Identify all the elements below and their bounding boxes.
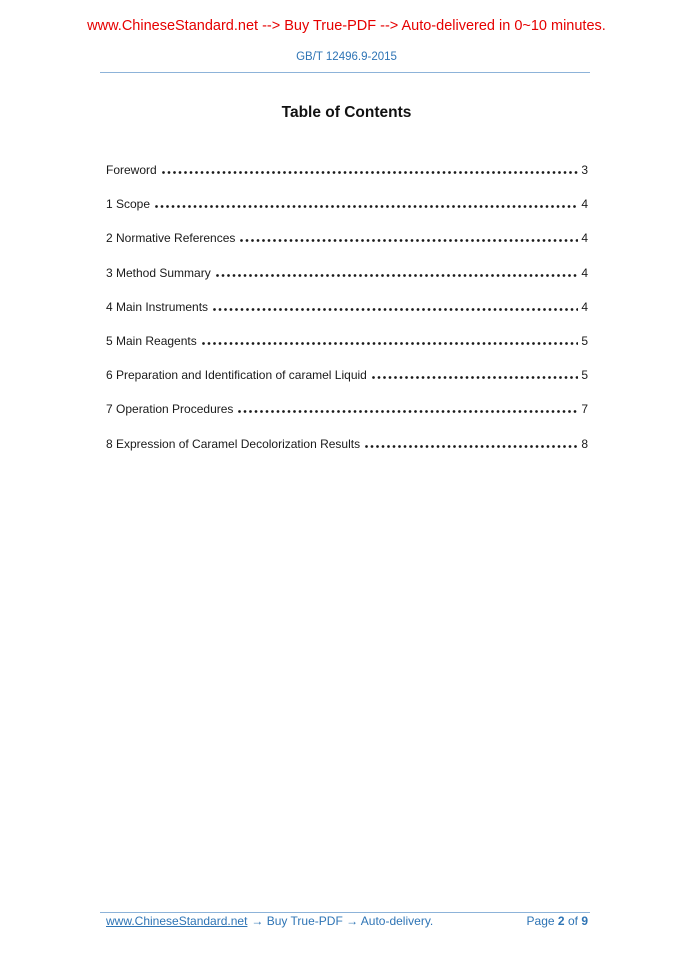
dot-leader xyxy=(372,375,578,379)
toc-entry xyxy=(106,427,588,461)
dot-leader xyxy=(216,273,579,277)
footer-tagline xyxy=(106,913,433,929)
toc-entry-label: 7 Operation Procedures xyxy=(106,402,234,417)
of-word: of xyxy=(567,914,578,928)
toc-entry-label: 1 Scope xyxy=(106,197,151,212)
toc-entry xyxy=(106,153,588,187)
toc-entry-label: 4 Main Instruments xyxy=(106,299,209,314)
toc-entry xyxy=(106,324,588,358)
toc-entry xyxy=(106,221,588,255)
toc-entry-page-number: 3 xyxy=(581,163,588,177)
toc-entry xyxy=(106,256,588,290)
page-indicator xyxy=(527,913,588,929)
toc-entry-label: 2 Normative References xyxy=(106,231,236,246)
current-page-number: 2 xyxy=(557,914,565,928)
footer-tagline-text: → Buy True-PDF → Auto-delivery. xyxy=(251,914,434,928)
dot-leader xyxy=(238,409,578,413)
toc-entry-page-number: 4 xyxy=(581,299,588,314)
toc-entry-label: 6 Preparation and Identification of caramel Liquid xyxy=(106,368,367,383)
toc-entry xyxy=(106,290,588,324)
footer-link[interactable]: www.ChineseStandard.net xyxy=(106,914,248,928)
toc-entry-label: 5 Main Reagents xyxy=(106,333,197,348)
dot-leader xyxy=(162,170,579,174)
total-page-number: 9 xyxy=(581,914,588,928)
toc-entry-label: Foreword xyxy=(106,163,157,177)
dot-leader xyxy=(213,307,578,311)
page-word: Page xyxy=(526,914,555,928)
toc-entry xyxy=(106,358,588,392)
dot-leader xyxy=(240,238,578,242)
toc-entry-page-number: 4 xyxy=(581,265,588,280)
toc-entry-page-number: 7 xyxy=(581,402,588,417)
toc-entry-page-number: 5 xyxy=(581,368,588,383)
page-title: Table of Contents xyxy=(281,104,412,121)
promo-banner: www.ChineseStandard.net --> Buy True-PDF --> Auto-delivered in 0~10 minutes. xyxy=(87,18,606,34)
dot-leader xyxy=(202,341,579,345)
toc-entry-label: 8 Expression of Caramel Decolorization Results xyxy=(106,436,361,451)
table-of-contents xyxy=(106,153,588,461)
toc-entry-page-number: 8 xyxy=(581,436,588,451)
toc-entry-page-number: 4 xyxy=(581,197,588,212)
dot-leader xyxy=(365,444,578,448)
standard-number: GB/T 12496.9-2015 xyxy=(296,51,397,63)
footer xyxy=(106,913,588,929)
toc-entry xyxy=(106,187,588,221)
toc-entry xyxy=(106,392,588,426)
toc-entry-page-number: 5 xyxy=(581,333,588,348)
header-divider xyxy=(100,72,590,73)
toc-entry-label: 3 Method Summary xyxy=(106,265,211,280)
dot-leader xyxy=(155,204,578,208)
toc-entry-page-number: 4 xyxy=(581,231,588,246)
